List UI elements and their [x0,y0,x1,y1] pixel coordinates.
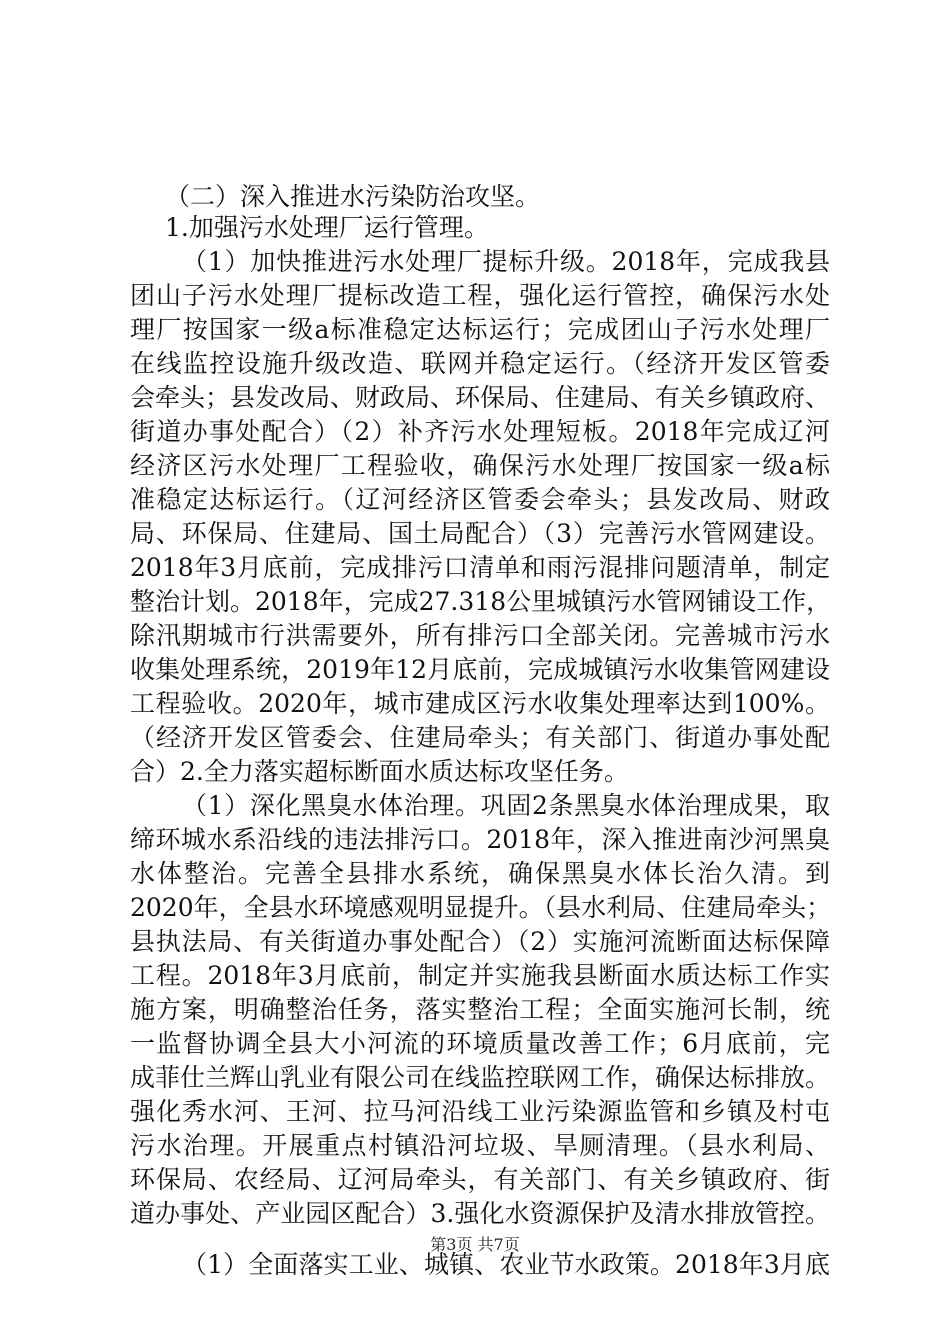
text-line: 水体整治。完善全县排水系统，确保黑臭水体长治久清。到 [130,859,830,888]
text-line: 污水治理。开展重点村镇沿河垃圾、旱厕清理。（县水利局、 [130,1131,830,1160]
text-line: 团山子污水处理厂提标改造工程，强化运行管控，确保污水处 [130,281,830,310]
text-line: 强化秀水河、王河、拉马河沿线工业污染源监管和乡镇及村屯 [130,1097,830,1126]
text-line: 工程。2018年3月底前，制定并实施我县断面水质达标工作实 [130,961,830,990]
text-line: 街道办事处配合）（2）补齐污水处理短板。2018年完成辽河 [130,417,830,446]
page-footer: 第3页 共7页 [430,1235,520,1254]
text-line: 整治计划。2018年，完成27.318公里城镇污水管网铺设工作， [130,587,832,616]
text-line: 缔环城水系沿线的违法排污口。2018年，深入推进南沙河黑臭 [130,825,830,854]
text-line: （1）深化黑臭水体治理。巩固2条黑臭水体治理成果，取 [182,791,830,820]
text-line: 理厂按国家一级a标准稳定达标运行；完成团山子污水处理厂 [130,315,830,344]
text-line: （二）深入推进水污染防治攻坚。 [165,182,541,211]
text-line: 在线监控设施升级改造、联网并稳定运行。（经济开发区管委 [130,349,830,378]
text-line: 工程验收。2020年，城市建成区污水收集处理率达到100%。 [130,689,830,718]
text-line: 成菲仕兰辉山乳业有限公司在线监控联网工作，确保达标排放。 [130,1063,831,1092]
text-line: 局、环保局、住建局、国土局配合）（3）完善污水管网建设。 [130,519,830,548]
text-line: 准稳定达标运行。（辽河经济区管委会牵头；县发改局、财政 [130,485,830,514]
text-line: 一监督协调全县大小河流的环境质量改善工作；6月底前，完 [130,1029,830,1058]
text-line: 县执法局、有关街道办事处配合）（2）实施河流断面达标保障 [130,927,830,956]
text-line: 1.加强污水处理厂运行管理。 [165,213,489,242]
text-line: 2018年3月底前，完成排污口清单和雨污混排问题清单，制定 [130,553,830,582]
text-line: 合）2.全力落实超标断面水质达标攻坚任务。 [130,757,629,786]
text-line: 经济区污水处理厂工程验收，确保污水处理厂按国家一级a标 [130,451,830,480]
text-line: 会牵头；县发改局、财政局、环保局、住建局、有关乡镇政府、 [130,383,831,412]
text-line: 施方案，明确整治任务，落实整治工程；全面实施河长制，统 [130,995,830,1024]
text-line: （经济开发区管委会、住建局牵头；有关部门、街道办事处配 [130,723,830,752]
text-line: 收集处理系统，2019年12月底前，完成城镇污水收集管网建设 [130,655,830,684]
text-line: 除汛期城市行洪需要外，所有排污口全部关闭。完善城市污水 [130,621,830,650]
text-line: （1）全面落实工业、城镇、农业节水政策。2018年3月底 [182,1250,830,1279]
text-line: 环保局、农经局、辽河局牵头，有关部门、有关乡镇政府、街 [130,1165,830,1194]
text-line: （1）加快推进污水处理厂提标升级。2018年，完成我县 [182,247,830,276]
text-line: 2020年，全县水环境感观明显提升。（县水利局、住建局牵头； [130,893,832,922]
text-line: 道办事处、产业园区配合）3.强化水资源保护及清水排放管控。 [130,1199,830,1228]
